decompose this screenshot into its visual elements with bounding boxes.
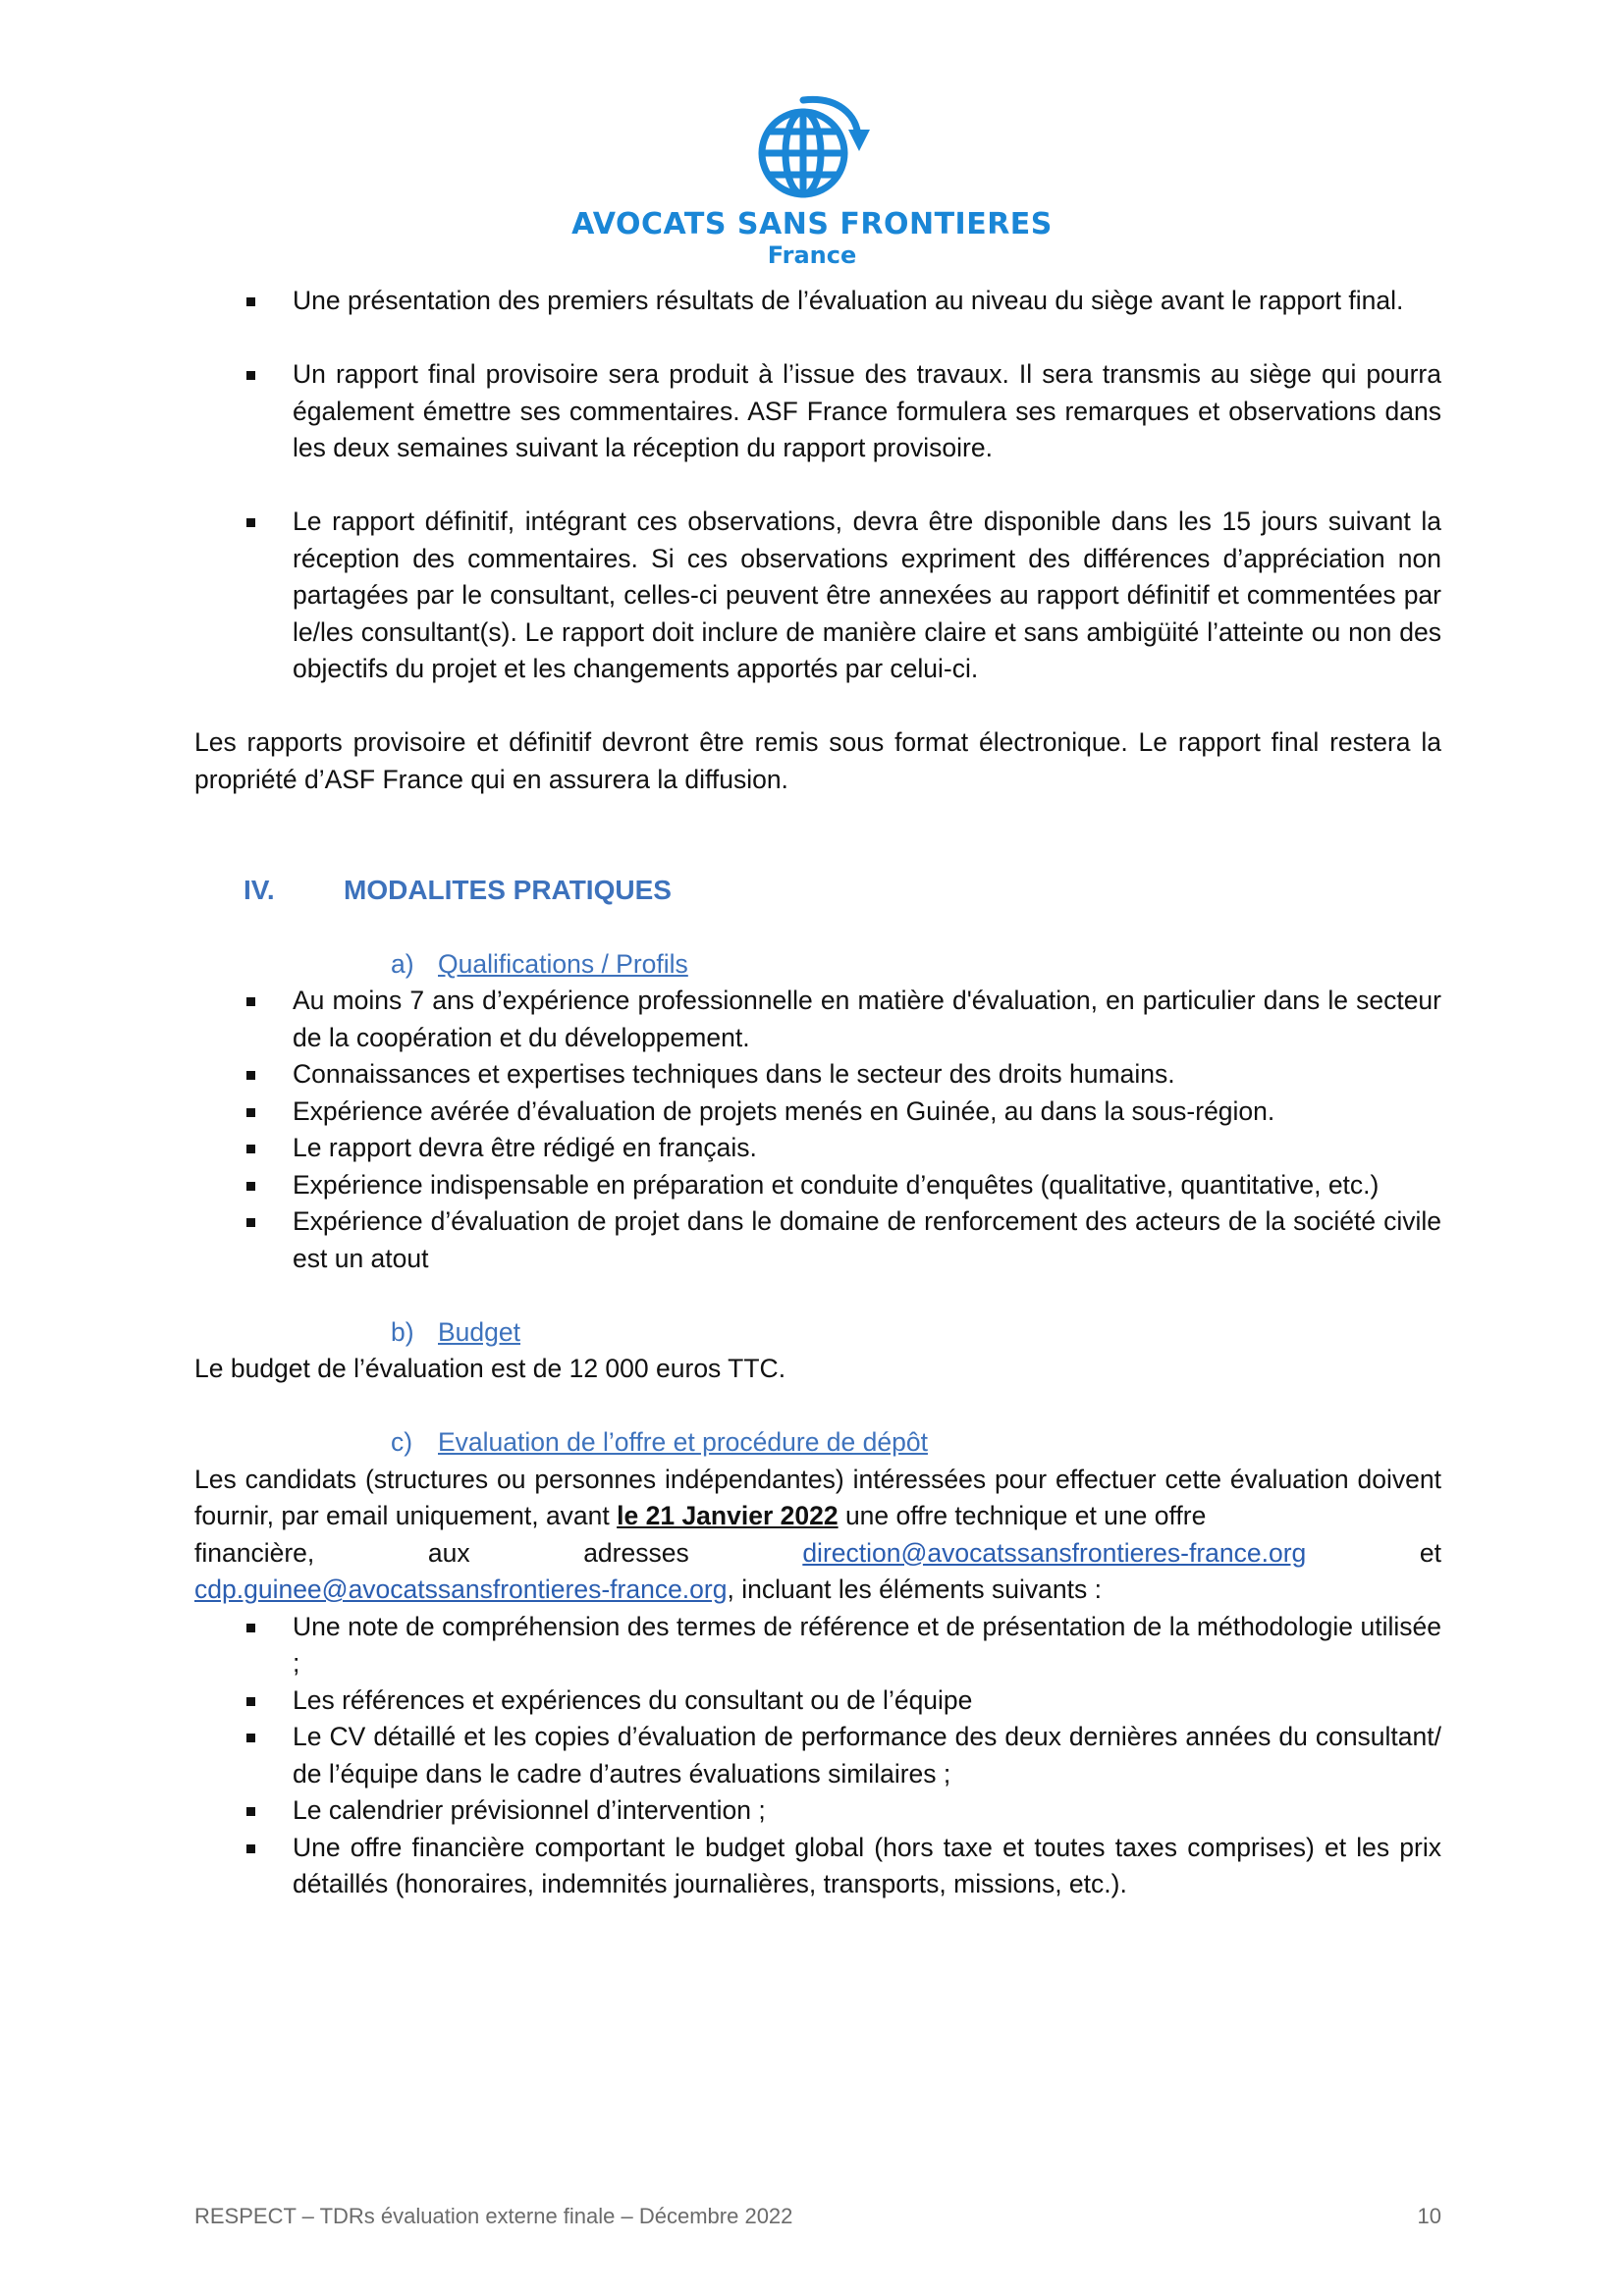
list-item: Au moins 7 ans d’expérience professionnelle en matière d'évaluation, en particulier dans le secteur de la coopération et du développement. [194, 983, 1441, 1056]
globe-arrow-icon [748, 94, 876, 204]
offer-address-line [194, 1535, 1441, 1573]
subheading-offer [194, 1424, 1441, 1462]
review-steps-list-2 [194, 356, 1441, 467]
subheading-letter: b) [391, 1316, 414, 1347]
org-country: France [767, 241, 857, 269]
list-item: Les références et expériences du consultant ou de l’équipe [194, 1682, 1441, 1720]
list-item: Connaissances et expertises techniques dans le secteur des droits humains. [194, 1056, 1441, 1094]
section-heading [194, 872, 1441, 909]
footer-text: RESPECT – TDRs évaluation externe finale – Décembre 2022 [194, 2204, 793, 2228]
budget-text: Le budget de l’évaluation est de 12 000 euros TTC. [194, 1354, 786, 1383]
qualifications-list [194, 983, 1441, 1277]
list-item: Le calendrier prévisionnel d’intervention ; [194, 1792, 1441, 1830]
offer-word: financière, [194, 1537, 315, 1568]
deadline-date: le 21 Janvier 2022 [617, 1501, 839, 1530]
subheading-letter: a) [391, 948, 414, 979]
subheading-letter: c) [391, 1427, 413, 1457]
list-item: Une note de compréhension des termes de référence et de présentation de la méthodologie utilisée ; [194, 1609, 1441, 1682]
org-name: AVOCATS SANS FRONTIERES [571, 207, 1053, 241]
subheading-title: Evaluation de l’offre et procédure de dépôt [438, 1427, 928, 1457]
page-footer [194, 2203, 1441, 2230]
list-item: Le CV détaillé et les copies d’évaluation de performance des deux dernières années du consultant/ de l’équipe dans le cadre d’autres évaluations similaires ; [194, 1719, 1441, 1792]
offer-elements-list [194, 1609, 1441, 1903]
subheading-qualifications [194, 946, 1441, 984]
subheading-budget [194, 1314, 1441, 1352]
main-content [194, 283, 1441, 1903]
reports-paragraph: Les rapports provisoire et définitif devront être remis sous format électronique. Le rapport final restera la propriété d’ASF France qui en assurera la diffusion. [194, 727, 1441, 794]
offer-word: et [1419, 1537, 1441, 1568]
section-title: MODALITES PRATIQUES [344, 875, 672, 905]
review-steps-list [194, 283, 1441, 320]
offer-word: adresses [583, 1537, 689, 1568]
list-item: Le rapport devra être rédigé en français. [194, 1130, 1441, 1167]
subheading-title: Budget [438, 1316, 520, 1347]
list-item: Un rapport final provisoire sera produit à l’issue des travaux. Il sera transmis au siège qui pourra également émettre ses commentaires. ASF France formulera ses remarques et observations dans les deux semaines suivant la réception du rapport provisoire. [194, 356, 1441, 467]
list-item: Le rapport définitif, intégrant ces observations, devra être disponible dans les 15 jours suivant la réception des commentaires. Si ces observations expriment des différences d’appréciation non partagées par le consultant, celles-ci peuvent être annexées au rapport définitif et commentées par le/les consultant(s). Le rapport doit inclure de manière claire et sans ambigüité l’atteinte ou non des objectifs du projet et les changements apportés par celui-ci. [194, 504, 1441, 688]
offer-paragraph [194, 1462, 1441, 1609]
email-link-direction[interactable]: direction@avocatssansfrontieres-france.org [802, 1537, 1307, 1568]
offer-intro-text-2: une offre technique et une offre [838, 1501, 1207, 1530]
list-item: Expérience d’évaluation de projet dans le domaine de renforcement des acteurs de la société civile est un atout [194, 1203, 1441, 1277]
list-item: Expérience indispensable en préparation et conduite d’enquêtes (qualitative, quantitative, etc.) [194, 1167, 1441, 1204]
subheading-title: Qualifications / Profils [438, 948, 688, 979]
list-item: Expérience avérée d’évaluation de projets menés en Guinée, au dans la sous-région. [194, 1094, 1441, 1131]
page-number: 10 [1417, 2204, 1441, 2228]
list-item: Une présentation des premiers résultats de l’évaluation au niveau du siège avant le rapport final. [194, 283, 1441, 320]
email-link-guinee[interactable]: cdp.guinee@avocatssansfrontieres-france.org [194, 1575, 728, 1604]
offer-address-line-2 [194, 1572, 1441, 1609]
section-number: IV. [244, 875, 275, 905]
offer-intro [194, 1462, 1441, 1535]
offer-word: aux [427, 1537, 470, 1568]
offer-intro-text-3: , incluant les éléments suivants : [727, 1575, 1102, 1604]
review-steps-list-3 [194, 504, 1441, 688]
offer-intro-text-1: Les candidats (structures ou personnes indépendantes) intéressées pour effectuer cette évaluation doivent fournir, par email uniquement, avant [194, 1464, 1441, 1530]
list-item: Une offre financière comportant le budget global (hors taxe et toutes taxes comprises) et les prix détaillés (honoraires, indemnités journalières, transports, missions, etc.). [194, 1830, 1441, 1903]
asf-logo [0, 94, 1624, 269]
